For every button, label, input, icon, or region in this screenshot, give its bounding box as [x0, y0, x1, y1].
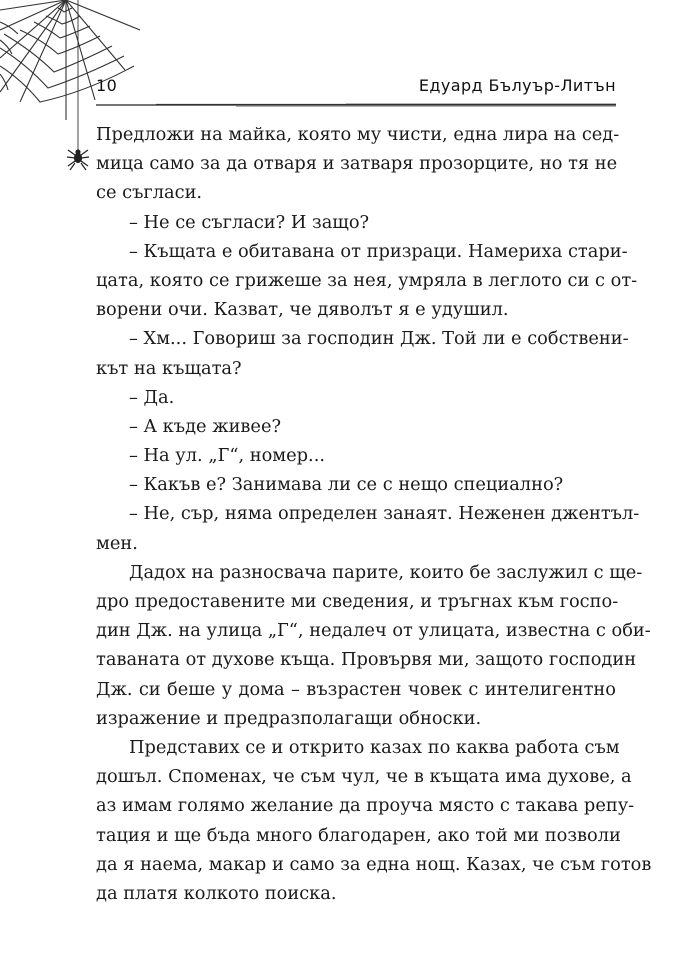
- text-line: таваната от духове къща. Провървя ми, защото господин: [96, 649, 637, 671]
- text-line: да платя колкото поиска.: [96, 882, 337, 904]
- body-text: [96, 120, 652, 908]
- text-line: да я наема, макар и само за една нощ. Казах, че съм готов: [96, 853, 652, 875]
- text-line: – Къщата е обитавана от призраци. Намериха стари-: [129, 240, 628, 262]
- text-line: мица само за да отваря и затваря прозорците, но тя не: [96, 153, 618, 175]
- text-line: Предложи на майка, която му чисти, една лира на сед-: [96, 124, 620, 145]
- text-line: се съгласи.: [96, 182, 203, 204]
- text-line: дошъл. Споменах, че съм чул, че в къщата има духове, а: [96, 766, 632, 788]
- text-line: дин Дж. на улица „Г“, недалеч от улицата, известна с оби-: [96, 620, 651, 642]
- text-line: кът на къщата?: [96, 357, 242, 379]
- text-line: аз имам голямо желание да проуча място с такава репу-: [96, 795, 635, 817]
- text-line: ворени очи. Казват, че дяволът я е удушил.: [96, 299, 509, 321]
- text-line: Дж. си беше у дома – възрастен човек с интелигентно: [96, 678, 616, 700]
- text-line: тация и ще бъда много благодарен, ако той ми позволи: [96, 824, 621, 846]
- text-line: цата, която се грижеше за нея, умряла в леглото си с от-: [96, 269, 638, 291]
- text-line: – Какъв е? Занимава ли се с нещо специално?: [129, 474, 564, 496]
- text-line: – Не, сър, няма определен занаят. Неженен джентъл-: [129, 503, 640, 525]
- text-line: Дадох на разносвача парите, които бе заслужил с ще-: [129, 561, 643, 583]
- page-number: 10: [96, 76, 118, 95]
- running-title: Едуард Бълуър-Литън: [418, 76, 616, 95]
- text-line: – А къде живее?: [129, 415, 282, 437]
- text-line: – Да.: [129, 386, 175, 408]
- text-line: Представих се и открито казах по каква работа съм: [129, 736, 620, 758]
- text-line: мен.: [96, 532, 138, 554]
- text-line: дро предоставените ми сведения, и тръгнах към госпо-: [96, 591, 619, 612]
- text-line: – Хм... Говориш за господин Дж. Той ли е собствени-: [129, 328, 629, 350]
- text-line: изражение и предразполагащи обноски.: [96, 707, 482, 729]
- text-line: – На ул. „Г“, номер...: [129, 445, 325, 467]
- page-header: [96, 76, 616, 102]
- text-line: – Не се съгласи? И защо?: [129, 211, 370, 233]
- header-rule: [96, 102, 616, 108]
